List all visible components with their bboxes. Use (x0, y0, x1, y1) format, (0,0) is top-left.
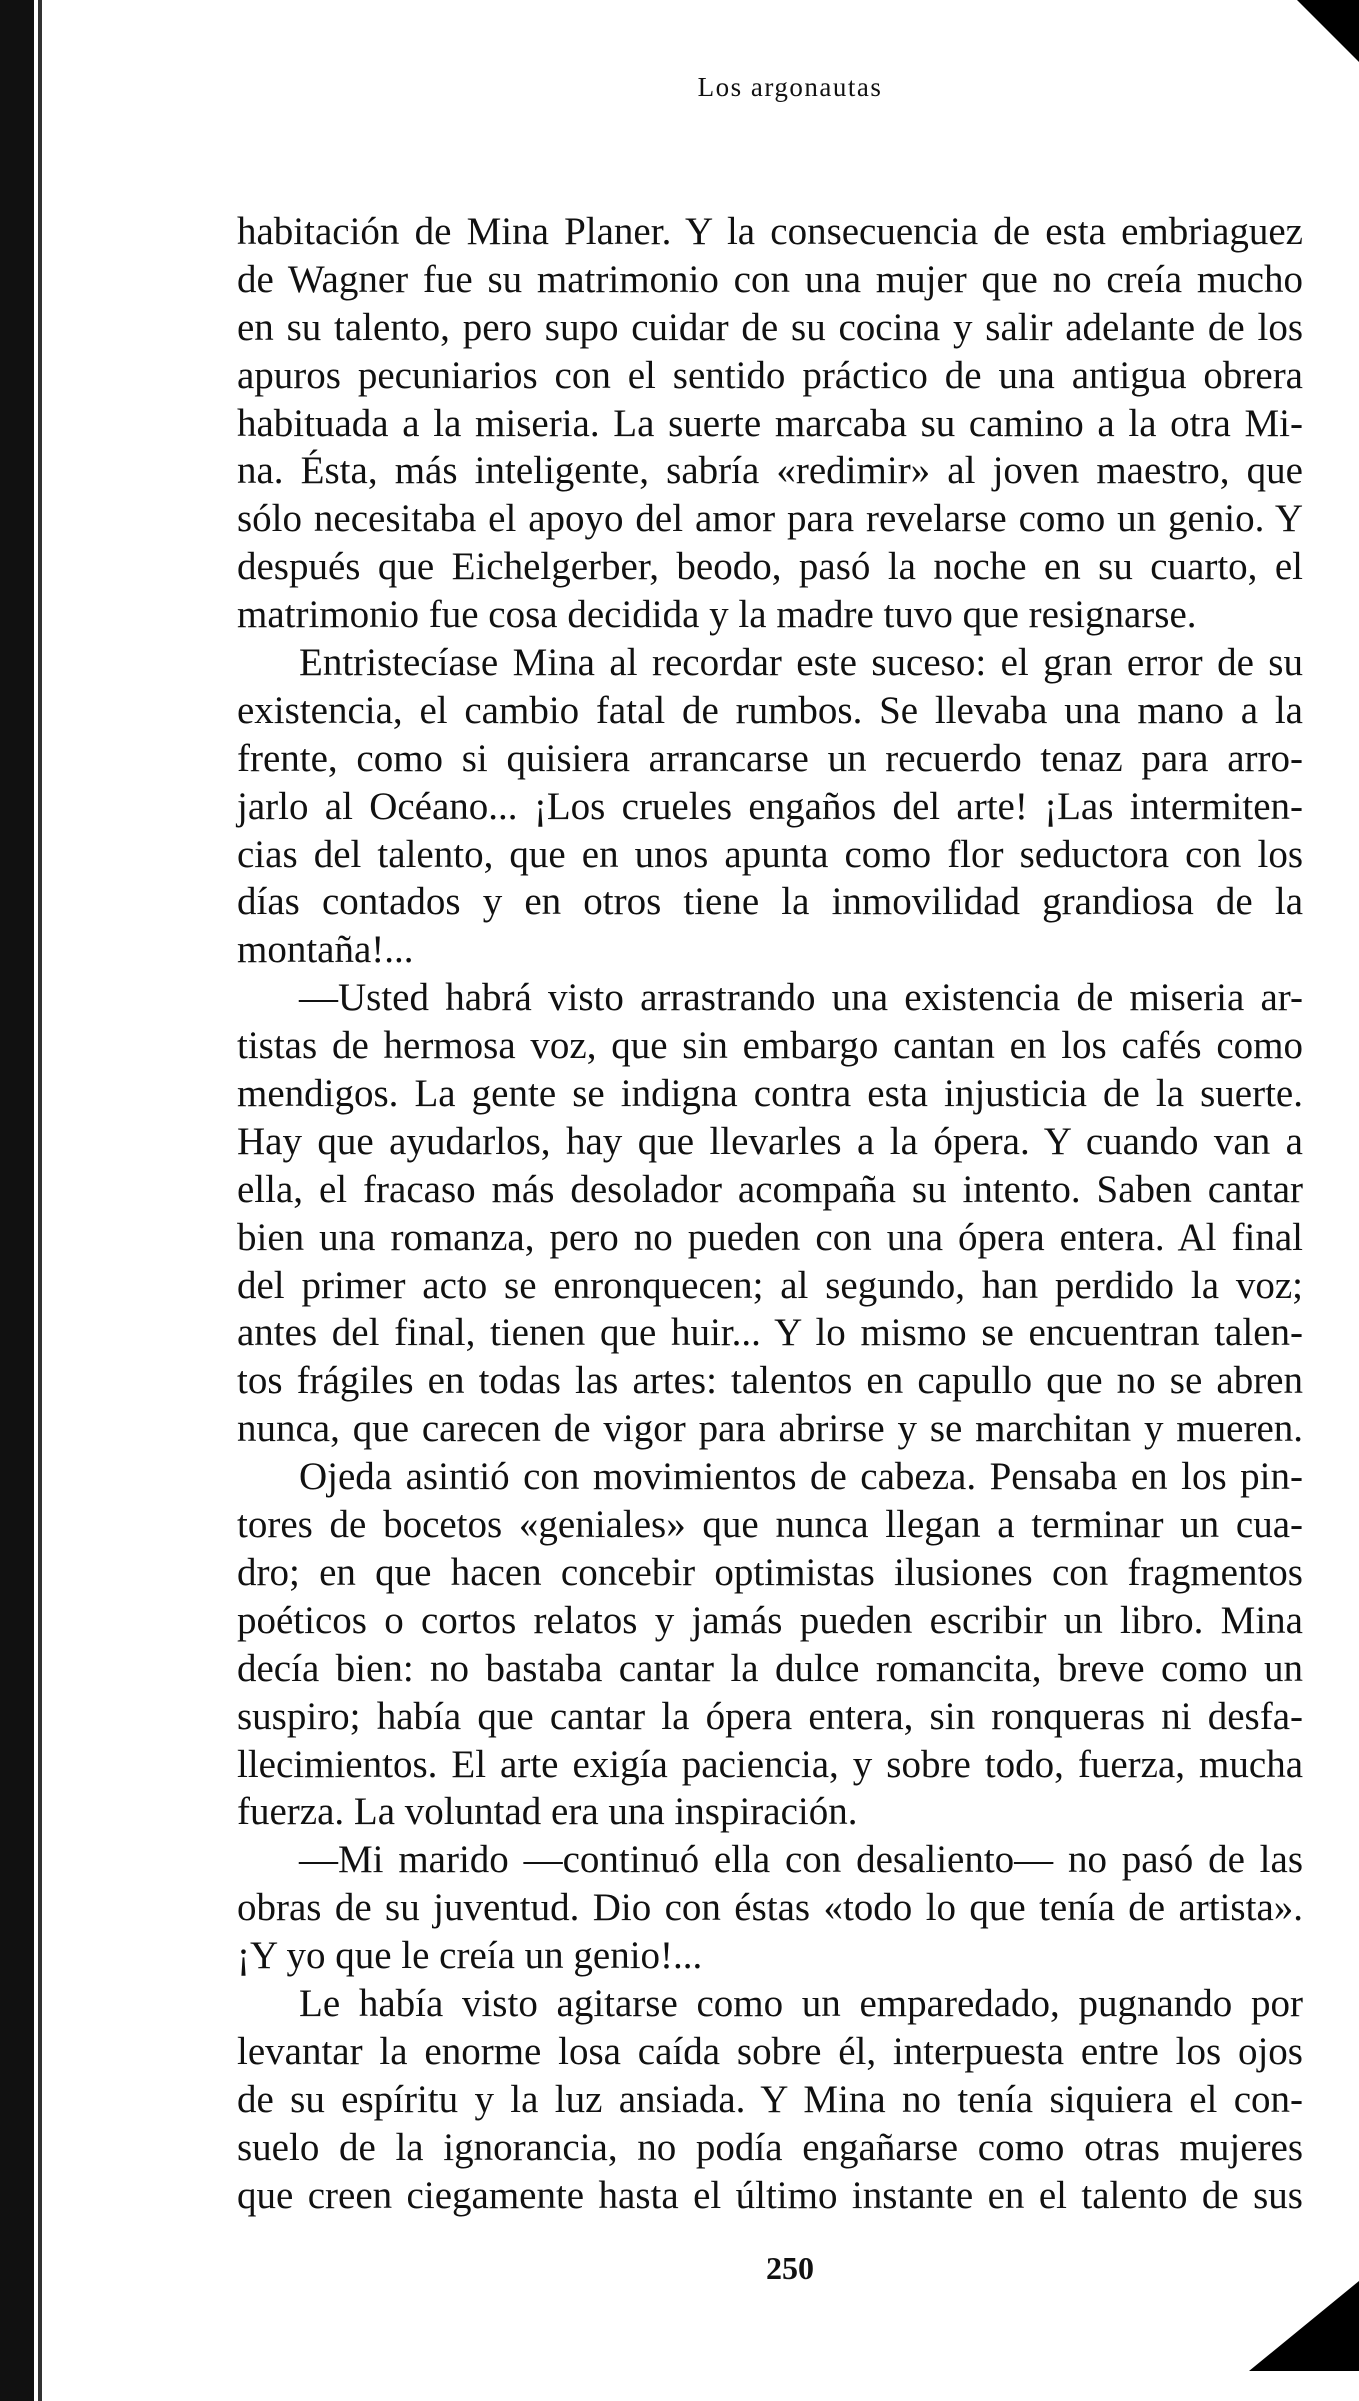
text-line: en su talento, pero supo cuidar de su cocina y salir adelante de los (237, 305, 1303, 349)
text-line: nunca, que carecen de vigor para abrirse y se marchitan y mueren. (237, 1407, 1303, 1451)
text-line: dro; en que hacen concebir optimistas ilusiones con fragmentos (237, 1550, 1303, 1594)
text-line: —Mi marido —continuó ella con desaliento— no pasó de las (299, 1838, 1303, 1882)
text-line: Ojeda asintió con movimientos de cabeza. Pensaba en los pin- (299, 1455, 1303, 1499)
text-line: ella, el fracaso más desolador acompaña su intento. Saben cantar (237, 1167, 1303, 1211)
text-line: jarlo al Océano... ¡Los crueles engaños del arte! ¡Las intermiten- (237, 784, 1303, 828)
text-line: Hay que ayudarlos, hay que llevarles a la ópera. Y cuando van a (237, 1119, 1303, 1163)
text-line: después que Eichelgerber, beodo, pasó la noche en su cuarto, el (237, 545, 1303, 589)
text-line: tores de bocetos «geniales» que nunca llegan a terminar un cua- (237, 1503, 1303, 1547)
text-line: tistas de hermosa voz, que sin embargo cantan en los cafés como (237, 1024, 1303, 1068)
text-line: obras de su juventud. Dio con éstas «todo lo que tenía de artista». (237, 1886, 1303, 1930)
scan-corner-bottom-right (1249, 2281, 1359, 2371)
text-line: suelo de la ignorancia, no podía engañarse como otras mujeres (237, 2125, 1303, 2169)
text-line: ¡Y yo que le creía un genio!... (237, 1934, 703, 1978)
text-line: fuerza. La voluntad era una inspiración. (237, 1790, 858, 1834)
text-line: llecimientos. El arte exigía paciencia, y sobre todo, fuerza, mucha (237, 1742, 1303, 1786)
text-line: suspiro; había que cantar la ópera entera, sin ronqueras ni desfa- (237, 1694, 1303, 1738)
text-line: habitación de Mina Planer. Y la consecuencia de esta embriaguez (237, 210, 1303, 253)
page-number: 250 (766, 2250, 814, 2286)
book-spine-shadow (0, 0, 34, 2401)
text-line: de su espíritu y la luz ansiada. Y Mina no tenía siquiera el con- (237, 2077, 1303, 2121)
text-line: antes del final, tienen que huir... Y lo mismo se encuentran talen- (237, 1311, 1303, 1355)
book-spine-edge (38, 0, 42, 2401)
body-text (237, 208, 1303, 2219)
text-line: sólo necesitaba el apoyo del amor para revelarse como un genio. Y (237, 497, 1303, 541)
text-line: montaña!... (237, 928, 414, 972)
text-line: poéticos o cortos relatos y jamás pueden escribir un libro. Mina (237, 1598, 1303, 1642)
text-line: na. Ésta, más inteligente, sabría «redimir» al joven maestro, que (237, 449, 1303, 493)
text-line: tos frágiles en todas las artes: talentos en capullo que no se abren (237, 1359, 1303, 1403)
text-line: habituada a la miseria. La suerte marcaba su camino a la otra Mi- (237, 401, 1303, 445)
text-line: levantar la enorme losa caída sobre él, interpuesta entre los ojos (237, 2029, 1303, 2073)
running-header: Los argonautas (697, 72, 883, 102)
text-line: Le había visto agitarse como un emparedado, pugnando por (299, 1981, 1303, 2025)
text-line: cias del talento, que en unos apunta como flor seductora con los (237, 832, 1303, 876)
text-line: decía bien: no bastaba cantar la dulce romancita, breve como un (237, 1646, 1303, 1690)
text-line: días contados y en otros tiene la inmovilidad grandiosa de la (237, 880, 1303, 924)
text-line: bien una romanza, pero no pueden con una ópera entera. Al final (237, 1215, 1303, 1259)
text-line: —Usted habrá visto arrastrando una existencia de miseria ar- (299, 976, 1303, 1020)
text-line: que creen ciegamente hasta el último instante en el talento de sus (237, 2173, 1303, 2217)
text-line: apuros pecuniarios con el sentido práctico de una antigua obrera (237, 353, 1303, 397)
text-line: matrimonio fue cosa decidida y la madre tuvo que resignarse. (237, 593, 1197, 637)
text-line: de Wagner fue su matrimonio con una mujer que no creía mucho (237, 257, 1303, 301)
text-line: Entristecíase Mina al recordar este suceso: el gran error de su (299, 641, 1303, 685)
text-line: mendigos. La gente se indigna contra esta injusticia de la suerte. (237, 1072, 1303, 1116)
scan-corner-top-right (1297, 0, 1359, 62)
text-line: del primer acto se enronquecen; al segundo, han perdido la voz; (237, 1263, 1303, 1307)
text-line: existencia, el cambio fatal de rumbos. Se llevaba una mano a la (237, 688, 1303, 732)
text-line: frente, como si quisiera arrancarse un recuerdo tenaz para arro- (237, 736, 1303, 780)
